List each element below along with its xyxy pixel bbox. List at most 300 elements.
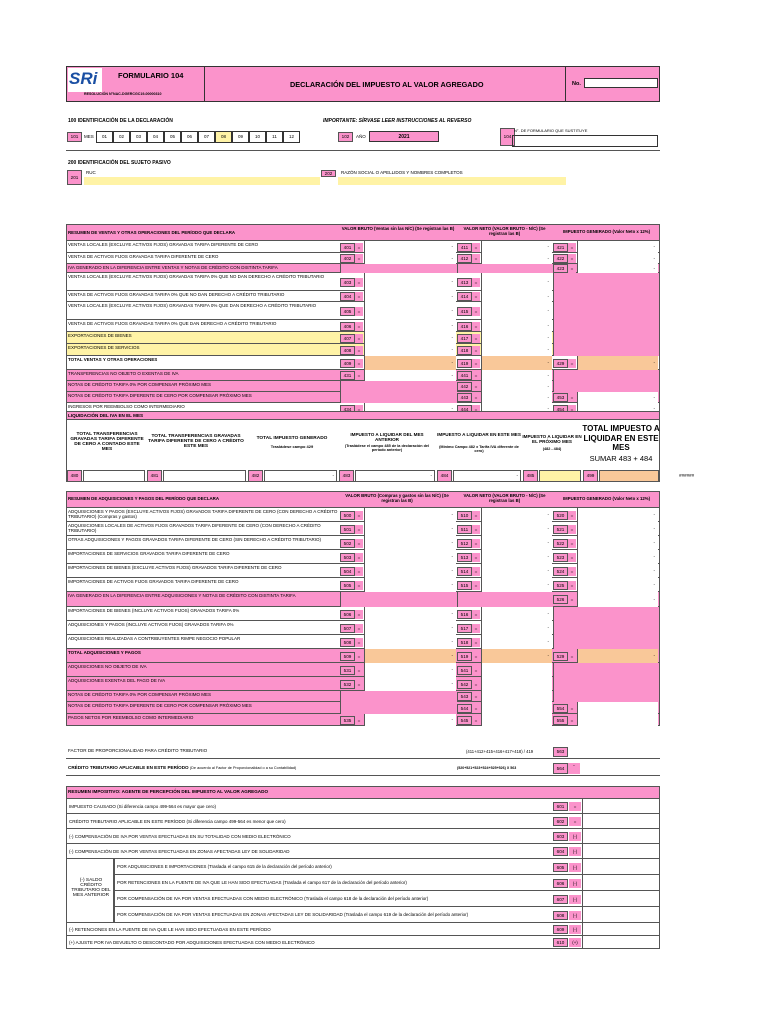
code-202: 202 <box>321 170 336 177</box>
compras-row <box>66 635 660 649</box>
liq-h6s: (482 - 484) <box>542 447 562 451</box>
ventas-empty-cell <box>457 264 553 273</box>
liq-value-480[interactable] <box>83 470 145 482</box>
resumen-value-607[interactable] <box>582 891 661 907</box>
compras-value-532[interactable]: - <box>364 677 456 691</box>
ventas-sign: = <box>472 254 480 263</box>
credito-label <box>68 765 296 770</box>
ventas-code-434: 434 <box>340 405 355 414</box>
compras-value-500[interactable]: - <box>364 508 456 522</box>
compras-value-503[interactable]: - <box>364 550 456 564</box>
month-08[interactable]: 08 <box>215 131 232 143</box>
compras-sign: = <box>472 716 480 725</box>
ventas-row-label: INGRESOS POR REEMBOLSO COMO INTERMEDIARIO <box>68 404 185 409</box>
code-563: 563 <box>553 747 568 757</box>
resumen-subrow-label: POR COMPENSACIÓN DE IVA POR VENTAS EFECTUADAS EN ZONAS AFECTADAS LEY DE SOLIDARIDAD (Traslada el campo 619 de la declaración del período anterior) <box>117 912 469 917</box>
compras-code-506: 506 <box>340 610 355 619</box>
code-102: 102 <box>338 132 353 142</box>
ventas-code-453: 453 <box>553 393 568 402</box>
compras-empty-cell <box>340 592 457 607</box>
compras-value-525[interactable]: - <box>577 578 658 592</box>
compras-value-542[interactable] <box>481 677 552 691</box>
resumen-row <box>66 814 660 829</box>
compras-row-label: IMPORTACIONES DE BIENES (INCLUYE ACTIVOS FIJOS) GRAVADOS TARIFA 0% <box>68 608 240 613</box>
ventas-row-label: NOTAS DE CRÉDITO TARIFA DIFERENTE DE CERO POR COMPENSAR PRÓXIMO MES <box>68 393 252 398</box>
liq-h6: IMPUESTO A LIQUIDAR EN EL PRÓXIMO MES <box>522 434 582 444</box>
compras-sign: = <box>472 666 480 675</box>
compras-value-543[interactable] <box>481 691 552 702</box>
compras-sign: = <box>568 553 576 562</box>
ventas-code-406: 406 <box>340 322 355 331</box>
ventas-code-411: 411 <box>457 243 472 252</box>
ventas-value-404[interactable]: - <box>364 291 456 302</box>
resumen-subrow-label: POR RETENCIONES EN LA FUENTE DE IVA QUE LE HAN SIDO EFECTUADAS (Traslada el campo 617 de la declaración del período anterior) <box>117 880 407 885</box>
sujeto-title: 200 IDENTIFICACIÓN DEL SUJETO PASIVO <box>68 160 171 166</box>
ventas-empty-cell <box>553 320 659 332</box>
ventas-value-405[interactable]: - <box>364 302 456 320</box>
compras-value-509[interactable]: - <box>364 649 456 663</box>
ventas-sign: = <box>355 322 363 331</box>
saldo-label: (-) SALDO CRÉDITO TRIBUTARIO DEL MES ANTERIOR <box>71 878 111 898</box>
ventas-sign: = <box>472 334 480 343</box>
ventas-code-403: 403 <box>340 278 355 287</box>
resumen-code-605: 605 <box>553 863 568 872</box>
liq-h4: IMPUESTO A LIQUIDAR DEL MES ANTERIOR <box>350 432 424 442</box>
resumen-value-601[interactable] <box>582 799 661 814</box>
ventas-value-443[interactable]: - <box>481 392 552 403</box>
month-01[interactable]: 01 <box>96 131 113 143</box>
month-02[interactable]: 02 <box>113 131 130 143</box>
compras-code-523: 523 <box>553 553 568 562</box>
compras-code-501: 501 <box>340 525 355 534</box>
compras-row-label: IMPORTACIONES DE SERVICIOS GRAVADOS TARIFA DIFERENTE DE CERO <box>68 551 230 556</box>
resumen-code-601: 601 <box>553 802 568 811</box>
ventas-value-444[interactable]: - <box>481 403 552 415</box>
compras-code-555: 555 <box>553 716 568 725</box>
compras-code-521: 521 <box>553 525 568 534</box>
compras-code-504: 504 <box>340 567 355 576</box>
compras-value-517[interactable]: - <box>481 621 552 635</box>
compras-row-label: TOTAL ADQUISICIONES Y PAGOS <box>68 650 141 655</box>
ventas-row <box>66 381 660 392</box>
ventas-row <box>66 264 660 273</box>
ventas-sign: = <box>472 243 480 252</box>
liq-h3: TOTAL IMPUESTO GENERADO <box>256 436 328 441</box>
compras-value-512[interactable]: - <box>481 536 552 550</box>
compras-value-516[interactable]: - <box>481 607 552 621</box>
compras-sign: = <box>568 539 576 548</box>
compras-sign: = <box>568 567 576 576</box>
compras-value-545[interactable] <box>481 714 552 726</box>
ventas-title: RESUMEN DE VENTAS Y OTRAS OPERACIONES DEL PERÍODO QUE DECLARA <box>68 230 236 235</box>
resumen-code-610: 610 <box>553 938 568 947</box>
compras-sign: = <box>355 680 363 689</box>
resumen-subrow <box>114 875 660 891</box>
compras-code-508: 508 <box>340 638 355 647</box>
ventas-code-421: 421 <box>553 243 568 252</box>
month-05[interactable]: 05 <box>164 131 181 143</box>
month-04[interactable]: 04 <box>147 131 164 143</box>
compras-code-503: 503 <box>340 553 355 562</box>
compras-row <box>66 578 660 592</box>
liq-value-499[interactable] <box>599 470 659 482</box>
compras-row <box>66 522 660 536</box>
resumen-value-604[interactable] <box>582 844 661 859</box>
compras-value-541[interactable] <box>481 663 552 677</box>
ruc-field[interactable] <box>84 177 320 185</box>
compras-sign: = <box>472 581 480 590</box>
ventas-value-415[interactable]: - <box>481 302 552 320</box>
resolution-text: RESOLUCIÓN N°NAC-DGERCGC19-00000310 <box>84 92 162 96</box>
credito-note: (De acuerdo al Factor de Proporcionalidad o a su Contabilidad) <box>189 766 297 770</box>
ventas-value-416[interactable]: - <box>481 320 552 332</box>
compras-value-520[interactable]: - <box>577 508 658 522</box>
ventas-row-label: EXPORTACIONES DE BIENES <box>68 333 132 338</box>
compras-value-531[interactable]: - <box>364 663 456 677</box>
resumen-sign-605: (-) <box>569 863 581 872</box>
ventas-code-402: 402 <box>340 254 355 263</box>
ventas-value-406[interactable]: - <box>364 320 456 332</box>
liq-h5: IMPUESTO A LIQUIDAR EN ESTE MES <box>437 432 521 437</box>
ventas-code-404: 404 <box>340 292 355 301</box>
compras-empty-cell <box>553 691 659 702</box>
ventas-value-409[interactable]: - <box>364 356 456 370</box>
compras-value-514[interactable]: - <box>481 564 552 578</box>
compras-code-516: 516 <box>457 610 472 619</box>
resumen-row-label: (+) AJUSTE POR IVA DEVUELTO O DESCONTADO POR ADQUISICIONES EFECTUADAS CON MEDIO ELECTRÓNICO <box>69 939 315 945</box>
compras-empty-cell <box>553 607 659 621</box>
ventas-code-444: 444 <box>457 405 472 414</box>
resumen-code-602: 602 <box>553 817 568 826</box>
compras-sign: = <box>472 680 480 689</box>
important-note: IMPORTANTE: SÍRVASE LEER INSTRUCCIONES AL REVERSO <box>323 118 472 124</box>
compras-code-525: 525 <box>553 581 568 590</box>
ventas-code-429: 429 <box>553 359 568 368</box>
compras-code-544: 544 <box>457 704 472 713</box>
ventas-sign: = <box>568 405 576 414</box>
compras-row-label: IMPORTACIONES DE BIENES (EXCLUYE ACTIVOS FIJOS) GRAVADOS TARIFA DIFERENTE DE CERO <box>68 565 282 570</box>
ventas-sign: = <box>472 322 480 331</box>
ventas-value-401[interactable]: - <box>364 241 456 253</box>
ventas-h-bruto: VALOR BRUTO (Ventas sin las N/C) (Se registran las B) <box>341 226 455 231</box>
ventas-sign: = <box>472 393 480 402</box>
compras-row <box>66 508 660 522</box>
resumen-value-609[interactable] <box>582 923 661 936</box>
ventas-row <box>66 291 660 302</box>
compras-row <box>66 691 660 702</box>
code-101: 101 <box>67 132 82 142</box>
resumen-sign-604: (-) <box>569 847 581 856</box>
liq-value-484[interactable]: - <box>453 470 521 482</box>
main-title: DECLARACIÓN DEL IMPUESTO AL VALOR AGREGADO <box>290 80 484 89</box>
month-11[interactable]: 11 <box>266 131 283 143</box>
compras-empty-cell <box>340 702 457 714</box>
ventas-empty-cell <box>553 302 659 320</box>
compras-value-505[interactable]: - <box>364 578 456 592</box>
ventas-row <box>66 356 660 370</box>
compras-row <box>66 677 660 691</box>
compras-value-507[interactable]: - <box>364 621 456 635</box>
compras-value-535[interactable]: - <box>364 714 456 726</box>
ventas-value-413[interactable]: - <box>481 273 552 291</box>
compras-code-526: 526 <box>553 595 568 604</box>
ventas-code-409: 409 <box>340 359 355 368</box>
form-title: FORMULARIO 104 <box>118 71 184 80</box>
ventas-code-423: 423 <box>553 264 568 273</box>
liq-value-481[interactable] <box>163 470 246 482</box>
ventas-sign: = <box>355 292 363 301</box>
compras-value-554[interactable] <box>577 702 658 714</box>
ventas-code-419: 419 <box>457 359 472 368</box>
ventas-code-441: 441 <box>457 371 472 380</box>
liq-h2: TOTAL TRANSFERENCIAS GRAVADAS TARIFA DIFERENTE DE CERO A CRÉDITO ESTE MES <box>148 434 244 449</box>
compras-code-543: 543 <box>457 692 472 701</box>
code-104: 104 <box>500 128 515 146</box>
compras-h-bruto: VALOR BRUTO (Compras y gastos sin las N/C) (Se registran las B) <box>345 493 449 503</box>
resumen-row <box>66 844 660 859</box>
month-selector <box>66 130 326 143</box>
resumen-value-608[interactable] <box>582 907 661 923</box>
resumen-code-603: 603 <box>553 832 568 841</box>
compras-value-510[interactable]: - <box>481 508 552 522</box>
month-12[interactable]: 12 <box>283 131 300 143</box>
ventas-sign: = <box>472 359 480 368</box>
compras-code-515: 515 <box>457 581 472 590</box>
resumen-subrow <box>114 891 660 907</box>
compras-value-511[interactable]: - <box>481 522 552 536</box>
resumen-value-606[interactable] <box>582 875 661 891</box>
value-564[interactable]: - <box>568 763 580 774</box>
ventas-value-417[interactable]: - <box>481 332 552 344</box>
ventas-sign: = <box>472 292 480 301</box>
compras-row <box>66 714 660 726</box>
sustituye-field[interactable] <box>512 135 658 147</box>
compras-sign: = <box>355 525 363 534</box>
month-label: MES <box>84 134 94 139</box>
ventas-value-442[interactable]: - <box>481 381 552 392</box>
compras-sign: = <box>472 704 480 713</box>
ventas-value-402[interactable]: - <box>364 253 456 264</box>
ventas-empty-cell <box>340 264 457 273</box>
factor-label: FACTOR DE PROPORCIONALIDAD PARA CRÉDITO TRIBUTARIO <box>68 748 208 753</box>
compras-sign: = <box>355 638 363 647</box>
compras-value-504[interactable]: - <box>364 564 456 578</box>
compras-value-529[interactable]: - <box>577 649 658 663</box>
ventas-row-label: VENTAS LOCALES (EXCLUYE ACTIVOS FIJOS) GRAVADAS TARIFA DIFERENTE DE CERO <box>68 242 259 247</box>
compras-value-515[interactable]: - <box>481 578 552 592</box>
compras-value-526[interactable]: - <box>577 592 658 607</box>
compras-row <box>66 592 660 607</box>
logo-box <box>68 68 102 92</box>
compras-sign: = <box>472 553 480 562</box>
ventas-row <box>66 344 660 356</box>
ventas-sign: = <box>568 393 576 402</box>
compras-sign: = <box>355 624 363 633</box>
ventas-row <box>66 253 660 264</box>
compras-code-542: 542 <box>457 680 472 689</box>
resumen-sign-609: (-) <box>569 925 581 934</box>
ventas-value-419[interactable]: - <box>481 356 552 370</box>
compras-code-509: 509 <box>340 652 355 661</box>
liq-h5s: (Mínimo Campo 482 x Tarifa IVA diferente de cero) <box>439 445 519 453</box>
compras-value-518[interactable]: - <box>481 635 552 649</box>
resumen-value-602[interactable] <box>582 814 661 829</box>
compras-code-505: 505 <box>340 581 355 590</box>
ventas-empty-cell <box>553 332 659 344</box>
ventas-sign: = <box>355 243 363 252</box>
ventas-value-453[interactable]: - <box>577 392 658 403</box>
compras-value-524[interactable]: - <box>577 564 658 578</box>
compras-value-519[interactable]: - <box>481 649 552 663</box>
ventas-value-423[interactable]: - <box>577 264 658 273</box>
ventas-code-417: 417 <box>457 334 472 343</box>
ventas-sign: = <box>472 405 480 414</box>
ventas-value-403[interactable]: - <box>364 273 456 291</box>
ventas-code-418: 418 <box>457 346 472 355</box>
ventas-value-411[interactable]: - <box>481 241 552 253</box>
compras-value-502[interactable]: - <box>364 536 456 550</box>
liq-code-485: 485 <box>523 470 538 482</box>
compras-code-520: 520 <box>553 511 568 520</box>
ventas-empty-cell <box>553 381 659 392</box>
ventas-code-442: 442 <box>457 382 472 391</box>
compras-sign: = <box>568 595 576 604</box>
liq-code-480: 480 <box>67 470 82 482</box>
ventas-sign: = <box>472 278 480 287</box>
resumen-sign-603: (-) <box>569 832 581 841</box>
year-field[interactable]: 2021 <box>369 131 439 142</box>
month-10[interactable]: 10 <box>249 131 266 143</box>
ventas-code-401: 401 <box>340 243 355 252</box>
code-564: 564 <box>553 763 568 774</box>
resumen-value-603[interactable] <box>582 829 661 844</box>
compras-row-label: NOTAS DE CRÉDITO TARIFA 0% POR COMPENSAR PRÓXIMO MES <box>68 692 211 697</box>
compras-code-531: 531 <box>340 666 355 675</box>
ventas-code-422: 422 <box>553 254 568 263</box>
ventas-value-418[interactable]: - <box>481 344 552 356</box>
compras-value-522[interactable]: - <box>577 536 658 550</box>
compras-sign: = <box>568 704 576 713</box>
compras-value-523[interactable]: - <box>577 550 658 564</box>
compras-sign: = <box>355 610 363 619</box>
ventas-sign: = <box>355 346 363 355</box>
compras-row <box>66 649 660 663</box>
compras-sign: = <box>568 581 576 590</box>
ventas-value-434[interactable]: - <box>364 403 456 415</box>
ventas-empty-cell <box>553 273 659 291</box>
ventas-empty-cell <box>553 291 659 302</box>
liq-value-482[interactable]: - <box>264 470 337 482</box>
ventas-code-443: 443 <box>457 393 472 402</box>
ventas-sign: = <box>355 371 363 380</box>
compras-code-535: 535 <box>340 716 355 725</box>
compras-row-label: NOTAS DE CRÉDITO TARIFA DIFERENTE DE CERO POR COMPENSAR PRÓXIMO MES <box>68 703 252 708</box>
liq-value-483[interactable]: - <box>355 470 435 482</box>
ventas-row <box>66 273 660 291</box>
ventas-row-label: TOTAL VENTAS Y OTRAS OPERACIONES <box>68 357 158 362</box>
compras-value-501[interactable]: - <box>364 522 456 536</box>
compras-code-517: 517 <box>457 624 472 633</box>
compras-sign: = <box>355 666 363 675</box>
compras-value-506[interactable]: - <box>364 607 456 621</box>
compras-code-554: 554 <box>553 704 568 713</box>
compras-row <box>66 536 660 550</box>
ventas-code-454: 454 <box>553 405 568 414</box>
compras-value-555[interactable] <box>577 714 658 726</box>
ventas-value-431[interactable]: - <box>364 370 456 381</box>
month-09[interactable]: 09 <box>232 131 249 143</box>
liq-value-485[interactable] <box>539 470 581 482</box>
ventas-sign: = <box>355 334 363 343</box>
compras-value-521[interactable]: - <box>577 522 658 536</box>
resumen-code-608: 608 <box>553 911 568 920</box>
month-06[interactable]: 06 <box>181 131 198 143</box>
ventas-code-431: 431 <box>340 371 355 380</box>
resumen-subrow <box>114 907 660 923</box>
resumen-sign-610: (+) <box>569 938 581 947</box>
ventas-sign: = <box>355 359 363 368</box>
factor-formula: (411+412+415+416+417+418) / 419 <box>466 749 534 754</box>
compras-empty-cell <box>340 691 457 702</box>
ventas-value-441[interactable]: - <box>481 370 552 381</box>
ventas-sign: = <box>568 243 576 252</box>
resumen-row <box>66 799 660 814</box>
resumen-row-label: (-) COMPENSACIÓN DE IVA POR VENTAS EFECTUADAS EN ZONAS AFECTADAS LEY DE SOLIDARIDAD <box>69 848 290 854</box>
ventas-value-412[interactable]: - <box>481 253 552 264</box>
ventas-row-label: VENTAS LOCALES (EXCLUYE ACTIVOS FIJOS) GRAVADAS TARIFA 0% QUE NO DAN DERECHO A CRÉDITO TRIBUTARIO <box>68 274 325 279</box>
resumen-sign-607: (-) <box>569 895 581 904</box>
form-number-field[interactable] <box>584 78 658 88</box>
compras-code-514: 514 <box>457 567 472 576</box>
credito-formula: (520+521+523+524+525+526) X 563 <box>457 766 517 770</box>
month-07[interactable]: 07 <box>198 131 215 143</box>
compras-sign: = <box>472 692 480 701</box>
compras-value-544[interactable] <box>481 702 552 714</box>
compras-value-508[interactable]: - <box>364 635 456 649</box>
ventas-row-label: NOTAS DE CRÉDITO TARIFA 0% POR COMPENSAR PRÓXIMO MES <box>68 382 211 387</box>
ventas-empty-cell <box>340 381 457 392</box>
ventas-value-414[interactable]: - <box>481 291 552 302</box>
compras-code-529: 529 <box>553 652 568 661</box>
ventas-value-429[interactable]: - <box>577 356 658 370</box>
ventas-value-407[interactable]: - <box>364 332 456 344</box>
compras-row-label: ADQUISICIONES NO OBJETO DE IVA <box>68 664 147 669</box>
month-03[interactable]: 03 <box>130 131 147 143</box>
resumen-value-605[interactable] <box>582 859 661 875</box>
ventas-sign: = <box>472 371 480 380</box>
compras-empty-cell <box>553 621 659 635</box>
ventas-value-408[interactable]: - <box>364 344 456 356</box>
resumen-value-610[interactable] <box>582 936 661 949</box>
ventas-value-422[interactable]: - <box>577 253 658 264</box>
compras-sign: = <box>472 511 480 520</box>
compras-empty-cell <box>457 592 553 607</box>
compras-empty-cell <box>553 677 659 691</box>
ventas-code-414: 414 <box>457 292 472 301</box>
ventas-sign: = <box>355 405 363 414</box>
ventas-value-454[interactable]: - <box>577 403 658 415</box>
resumen-row <box>66 829 660 844</box>
ventas-row <box>66 392 660 403</box>
compras-sign: = <box>355 716 363 725</box>
credito-title: CRÉDITO TRIBUTARIO APLICABLE EN ESTE PERÍODO <box>68 765 189 770</box>
resumen-subrow-label: POR ADQUISICIONES E IMPORTACIONES (Traslada el campo 615 de la declaración del período anterior) <box>117 864 332 869</box>
compras-code-518: 518 <box>457 638 472 647</box>
compras-value-513[interactable]: - <box>481 550 552 564</box>
razon-field[interactable] <box>338 177 566 185</box>
resumen-row-label: IMPUESTO CAUSADO (Si diferencia campo 499-564 es mayor que cero) <box>69 803 216 809</box>
ventas-value-421[interactable]: - <box>577 241 658 253</box>
